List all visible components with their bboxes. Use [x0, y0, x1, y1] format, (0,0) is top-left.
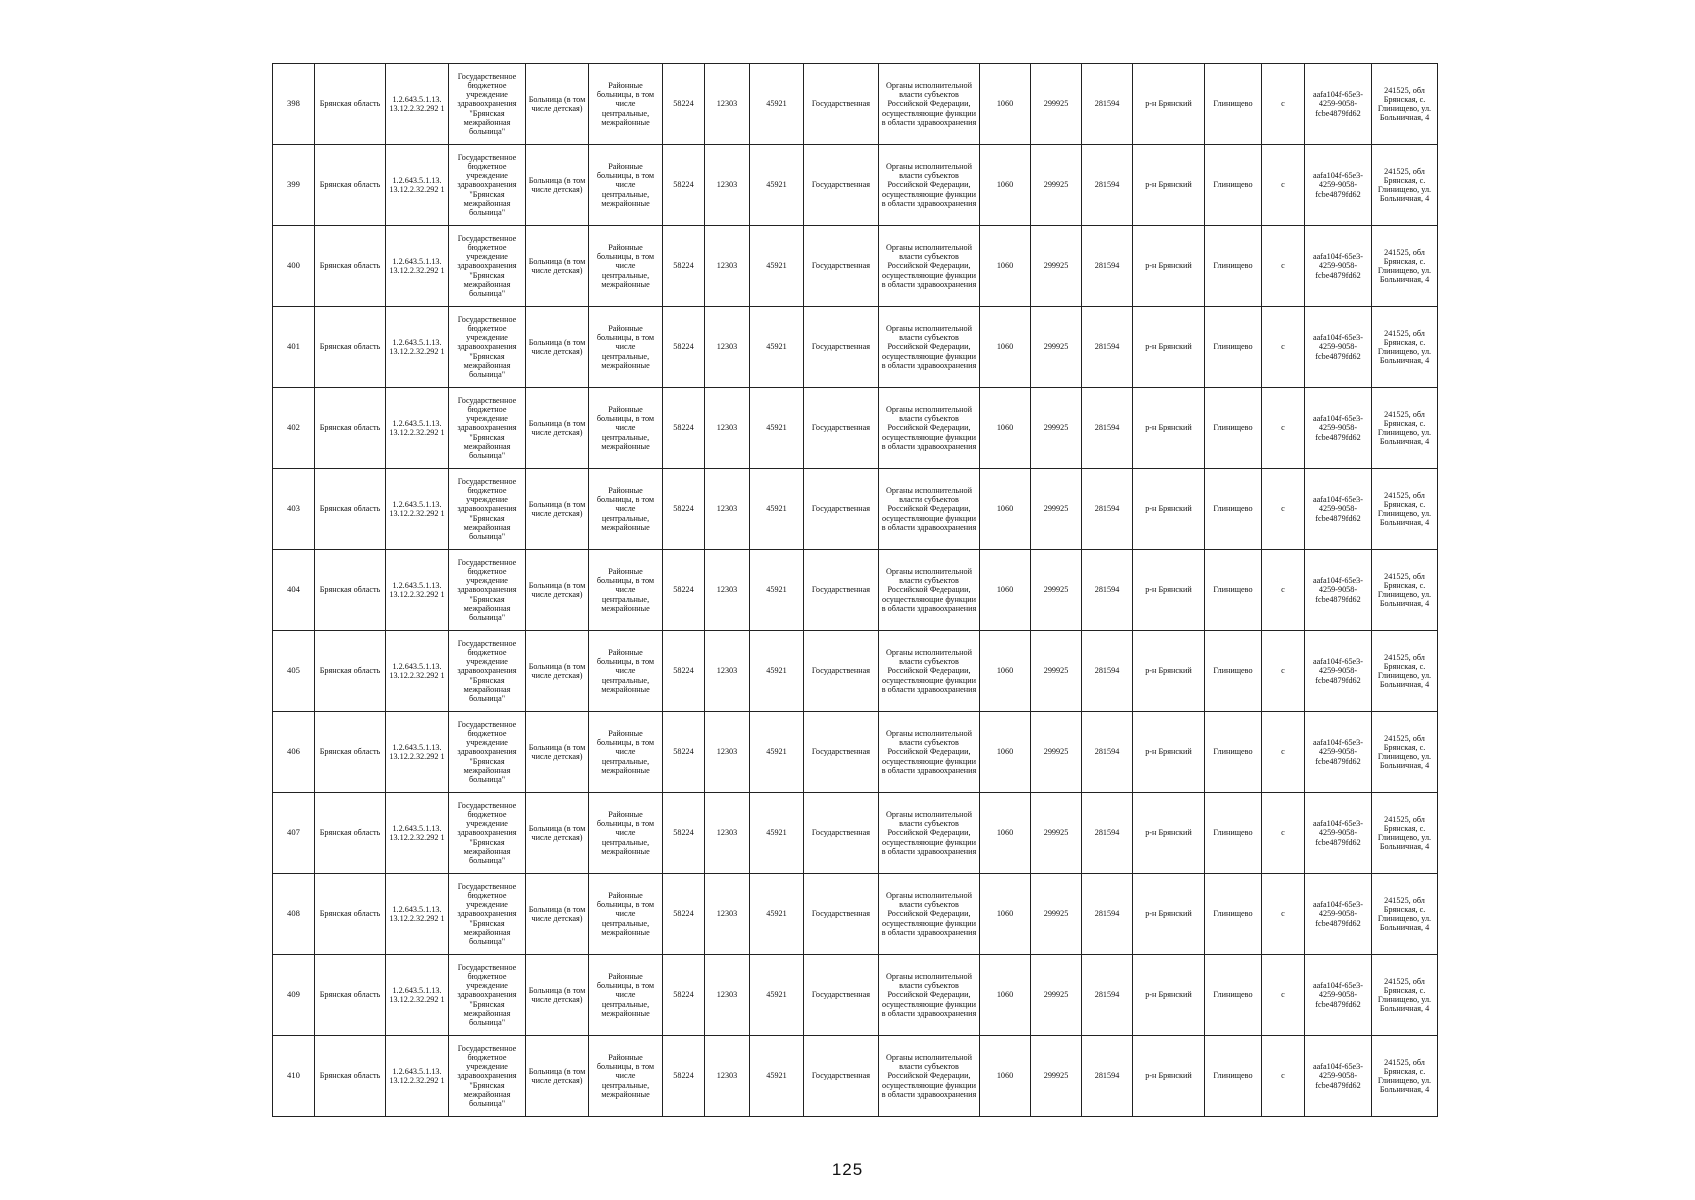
cell-guid: aafa104f-65e3-4259-9058-fcbe4879fd62: [1305, 550, 1372, 631]
cell-region: Брянская область: [315, 1036, 386, 1117]
cell-oid: 1.2.643.5.1.13. 13.12.2.32.292 1: [386, 64, 449, 145]
row-number: 401: [273, 307, 315, 388]
cell-institution-name: Государственное бюджетное учреждение здравоохранения "Брянская межрайонная больница": [449, 631, 526, 712]
cell-settlement: Глинищево: [1205, 712, 1262, 793]
cell-guid: aafa104f-65e3-4259-9058-fcbe4879fd62: [1305, 712, 1372, 793]
cell-code-d: 1060: [980, 469, 1031, 550]
cell-institution-name: Государственное бюджетное учреждение здравоохранения "Брянская межрайонная больница": [449, 874, 526, 955]
row-number: 406: [273, 712, 315, 793]
cell-ownership: Государственная: [804, 793, 879, 874]
cell-region: Брянская область: [315, 226, 386, 307]
cell-ownership: Государственная: [804, 631, 879, 712]
cell-code-e: 299925: [1031, 631, 1082, 712]
cell-district: р-н Брянский: [1133, 469, 1205, 550]
row-number: 407: [273, 793, 315, 874]
cell-ownership: Государственная: [804, 226, 879, 307]
cell-authority: Органы исполнительной власти субъектов Российской Федерации, осуществляющие функции в области здравоохранения: [879, 388, 980, 469]
cell-oid: 1.2.643.5.1.13. 13.12.2.32.292 1: [386, 955, 449, 1036]
cell-settlement-type: с: [1262, 550, 1305, 631]
cell-address: 241525, обл Брянская, с. Глинищево, ул. Больничная, 4: [1372, 226, 1438, 307]
table-row: [273, 712, 1438, 793]
cell-code-f: 281594: [1082, 712, 1133, 793]
cell-authority: Органы исполнительной власти субъектов Российской Федерации, осуществляющие функции в области здравоохранения: [879, 64, 980, 145]
cell-code-c: 45921: [750, 388, 804, 469]
cell-address: 241525, обл Брянская, с. Глинищево, ул. Больничная, 4: [1372, 388, 1438, 469]
cell-address: 241525, обл Брянская, с. Глинищево, ул. Больничная, 4: [1372, 793, 1438, 874]
row-number: 399: [273, 145, 315, 226]
cell-code-f: 281594: [1082, 388, 1133, 469]
cell-settlement-type: с: [1262, 307, 1305, 388]
table-row: [273, 388, 1438, 469]
cell-institution-name: Государственное бюджетное учреждение здравоохранения "Брянская межрайонная больница": [449, 145, 526, 226]
row-number: 410: [273, 1036, 315, 1117]
cell-settlement-type: с: [1262, 1036, 1305, 1117]
cell-code-c: 45921: [750, 469, 804, 550]
cell-code-a: 58224: [663, 64, 705, 145]
cell-district: р-н Брянский: [1133, 793, 1205, 874]
cell-code-a: 58224: [663, 1036, 705, 1117]
cell-profile: Районные больницы, в том числе центральные, межрайонные: [589, 874, 663, 955]
cell-region: Брянская область: [315, 307, 386, 388]
cell-code-f: 281594: [1082, 64, 1133, 145]
cell-code-f: 281594: [1082, 469, 1133, 550]
cell-guid: aafa104f-65e3-4259-9058-fcbe4879fd62: [1305, 64, 1372, 145]
cell-settlement-type: с: [1262, 955, 1305, 1036]
cell-guid: aafa104f-65e3-4259-9058-fcbe4879fd62: [1305, 793, 1372, 874]
cell-region: Брянская область: [315, 874, 386, 955]
row-number: 404: [273, 550, 315, 631]
cell-institution-type: Больница (в том числе детская): [526, 874, 589, 955]
row-number: 408: [273, 874, 315, 955]
cell-guid: aafa104f-65e3-4259-9058-fcbe4879fd62: [1305, 145, 1372, 226]
cell-settlement-type: с: [1262, 64, 1305, 145]
cell-code-c: 45921: [750, 64, 804, 145]
cell-ownership: Государственная: [804, 874, 879, 955]
cell-code-d: 1060: [980, 226, 1031, 307]
cell-code-f: 281594: [1082, 550, 1133, 631]
cell-institution-name: Государственное бюджетное учреждение здравоохранения "Брянская межрайонная больница": [449, 1036, 526, 1117]
cell-institution-type: Больница (в том числе детская): [526, 145, 589, 226]
cell-code-e: 299925: [1031, 145, 1082, 226]
cell-institution-name: Государственное бюджетное учреждение здравоохранения "Брянская межрайонная больница": [449, 712, 526, 793]
cell-settlement: Глинищево: [1205, 550, 1262, 631]
cell-settlement: Глинищево: [1205, 64, 1262, 145]
cell-profile: Районные больницы, в том числе центральные, межрайонные: [589, 550, 663, 631]
cell-code-e: 299925: [1031, 712, 1082, 793]
table-row: [273, 631, 1438, 712]
cell-code-e: 299925: [1031, 793, 1082, 874]
cell-district: р-н Брянский: [1133, 550, 1205, 631]
cell-address: 241525, обл Брянская, с. Глинищево, ул. Больничная, 4: [1372, 550, 1438, 631]
cell-guid: aafa104f-65e3-4259-9058-fcbe4879fd62: [1305, 955, 1372, 1036]
cell-code-b: 12303: [705, 64, 750, 145]
cell-settlement: Глинищево: [1205, 1036, 1262, 1117]
cell-code-a: 58224: [663, 955, 705, 1036]
cell-settlement-type: с: [1262, 874, 1305, 955]
cell-code-d: 1060: [980, 631, 1031, 712]
cell-settlement: Глинищево: [1205, 874, 1262, 955]
cell-authority: Органы исполнительной власти субъектов Российской Федерации, осуществляющие функции в области здравоохранения: [879, 874, 980, 955]
cell-guid: aafa104f-65e3-4259-9058-fcbe4879fd62: [1305, 226, 1372, 307]
cell-settlement: Глинищево: [1205, 631, 1262, 712]
cell-address: 241525, обл Брянская, с. Глинищево, ул. Больничная, 4: [1372, 955, 1438, 1036]
cell-district: р-н Брянский: [1133, 1036, 1205, 1117]
cell-authority: Органы исполнительной власти субъектов Российской Федерации, осуществляющие функции в области здравоохранения: [879, 307, 980, 388]
cell-oid: 1.2.643.5.1.13. 13.12.2.32.292 1: [386, 874, 449, 955]
cell-code-b: 12303: [705, 550, 750, 631]
cell-settlement-type: с: [1262, 793, 1305, 874]
cell-settlement: Глинищево: [1205, 307, 1262, 388]
cell-institution-name: Государственное бюджетное учреждение здравоохранения "Брянская межрайонная больница": [449, 469, 526, 550]
row-number: 402: [273, 388, 315, 469]
cell-institution-name: Государственное бюджетное учреждение здравоохранения "Брянская межрайонная больница": [449, 955, 526, 1036]
cell-oid: 1.2.643.5.1.13. 13.12.2.32.292 1: [386, 388, 449, 469]
cell-code-d: 1060: [980, 1036, 1031, 1117]
cell-settlement: Глинищево: [1205, 145, 1262, 226]
cell-profile: Районные больницы, в том числе центральные, межрайонные: [589, 64, 663, 145]
cell-district: р-н Брянский: [1133, 874, 1205, 955]
cell-profile: Районные больницы, в том числе центральные, межрайонные: [589, 388, 663, 469]
cell-institution-name: Государственное бюджетное учреждение здравоохранения "Брянская межрайонная больница": [449, 307, 526, 388]
cell-profile: Районные больницы, в том числе центральные, межрайонные: [589, 226, 663, 307]
cell-code-b: 12303: [705, 631, 750, 712]
cell-district: р-н Брянский: [1133, 64, 1205, 145]
cell-code-f: 281594: [1082, 793, 1133, 874]
cell-profile: Районные больницы, в том числе центральные, межрайонные: [589, 955, 663, 1036]
table-row: [273, 469, 1438, 550]
cell-code-e: 299925: [1031, 307, 1082, 388]
table-row: [273, 226, 1438, 307]
cell-region: Брянская область: [315, 550, 386, 631]
cell-code-b: 12303: [705, 226, 750, 307]
cell-code-c: 45921: [750, 955, 804, 1036]
cell-code-e: 299925: [1031, 1036, 1082, 1117]
cell-settlement-type: с: [1262, 712, 1305, 793]
cell-profile: Районные больницы, в том числе центральные, межрайонные: [589, 631, 663, 712]
cell-oid: 1.2.643.5.1.13. 13.12.2.32.292 1: [386, 1036, 449, 1117]
row-number: 403: [273, 469, 315, 550]
cell-code-a: 58224: [663, 307, 705, 388]
cell-region: Брянская область: [315, 631, 386, 712]
cell-code-b: 12303: [705, 145, 750, 226]
cell-code-c: 45921: [750, 550, 804, 631]
cell-settlement-type: с: [1262, 226, 1305, 307]
cell-code-f: 281594: [1082, 226, 1133, 307]
cell-authority: Органы исполнительной власти субъектов Российской Федерации, осуществляющие функции в области здравоохранения: [879, 226, 980, 307]
cell-code-c: 45921: [750, 874, 804, 955]
cell-code-e: 299925: [1031, 874, 1082, 955]
cell-institution-type: Больница (в том числе детская): [526, 469, 589, 550]
cell-authority: Органы исполнительной власти субъектов Российской Федерации, осуществляющие функции в области здравоохранения: [879, 1036, 980, 1117]
cell-institution-name: Государственное бюджетное учреждение здравоохранения "Брянская межрайонная больница": [449, 388, 526, 469]
cell-code-b: 12303: [705, 307, 750, 388]
cell-settlement-type: с: [1262, 469, 1305, 550]
cell-code-b: 12303: [705, 469, 750, 550]
cell-oid: 1.2.643.5.1.13. 13.12.2.32.292 1: [386, 793, 449, 874]
cell-profile: Районные больницы, в том числе центральные, межрайонные: [589, 793, 663, 874]
cell-address: 241525, обл Брянская, с. Глинищево, ул. Больничная, 4: [1372, 64, 1438, 145]
cell-code-f: 281594: [1082, 1036, 1133, 1117]
cell-settlement: Глинищево: [1205, 469, 1262, 550]
cell-code-e: 299925: [1031, 388, 1082, 469]
cell-institution-name: Государственное бюджетное учреждение здравоохранения "Брянская межрайонная больница": [449, 550, 526, 631]
cell-authority: Органы исполнительной власти субъектов Российской Федерации, осуществляющие функции в области здравоохранения: [879, 712, 980, 793]
table-row: [273, 955, 1438, 1036]
cell-code-f: 281594: [1082, 145, 1133, 226]
table-row: [273, 145, 1438, 226]
cell-guid: aafa104f-65e3-4259-9058-fcbe4879fd62: [1305, 469, 1372, 550]
cell-code-e: 299925: [1031, 64, 1082, 145]
cell-settlement: Глинищево: [1205, 388, 1262, 469]
cell-profile: Районные больницы, в том числе центральные, межрайонные: [589, 307, 663, 388]
cell-institution-type: Больница (в том числе детская): [526, 793, 589, 874]
table-row: [273, 307, 1438, 388]
cell-code-b: 12303: [705, 712, 750, 793]
cell-code-f: 281594: [1082, 955, 1133, 1036]
cell-code-e: 299925: [1031, 469, 1082, 550]
table-row: [273, 793, 1438, 874]
cell-oid: 1.2.643.5.1.13. 13.12.2.32.292 1: [386, 469, 449, 550]
cell-institution-type: Больница (в том числе детская): [526, 388, 589, 469]
cell-code-c: 45921: [750, 793, 804, 874]
cell-address: 241525, обл Брянская, с. Глинищево, ул. Больничная, 4: [1372, 712, 1438, 793]
cell-district: р-н Брянский: [1133, 226, 1205, 307]
cell-settlement: Глинищево: [1205, 955, 1262, 1036]
cell-region: Брянская область: [315, 712, 386, 793]
cell-ownership: Государственная: [804, 307, 879, 388]
cell-profile: Районные больницы, в том числе центральные, межрайонные: [589, 712, 663, 793]
cell-institution-type: Больница (в том числе детская): [526, 307, 589, 388]
cell-authority: Органы исполнительной власти субъектов Российской Федерации, осуществляющие функции в области здравоохранения: [879, 793, 980, 874]
cell-ownership: Государственная: [804, 1036, 879, 1117]
page-number: 125: [831, 1160, 864, 1179]
row-number: 409: [273, 955, 315, 1036]
cell-institution-type: Больница (в том числе детская): [526, 550, 589, 631]
cell-code-a: 58224: [663, 145, 705, 226]
cell-code-c: 45921: [750, 307, 804, 388]
cell-code-b: 12303: [705, 1036, 750, 1117]
cell-ownership: Государственная: [804, 469, 879, 550]
cell-institution-type: Больница (в том числе детская): [526, 631, 589, 712]
cell-code-d: 1060: [980, 145, 1031, 226]
cell-address: 241525, обл Брянская, с. Глинищево, ул. Больничная, 4: [1372, 307, 1438, 388]
row-number: 405: [273, 631, 315, 712]
cell-district: р-н Брянский: [1133, 631, 1205, 712]
cell-guid: aafa104f-65e3-4259-9058-fcbe4879fd62: [1305, 1036, 1372, 1117]
row-number: 398: [273, 64, 315, 145]
cell-district: р-н Брянский: [1133, 307, 1205, 388]
cell-oid: 1.2.643.5.1.13. 13.12.2.32.292 1: [386, 226, 449, 307]
cell-code-c: 45921: [750, 1036, 804, 1117]
cell-code-e: 299925: [1031, 550, 1082, 631]
cell-address: 241525, обл Брянская, с. Глинищево, ул. Больничная, 4: [1372, 631, 1438, 712]
cell-code-d: 1060: [980, 874, 1031, 955]
cell-institution-type: Больница (в том числе детская): [526, 712, 589, 793]
cell-code-b: 12303: [705, 874, 750, 955]
cell-settlement-type: с: [1262, 631, 1305, 712]
cell-region: Брянская область: [315, 793, 386, 874]
cell-code-a: 58224: [663, 793, 705, 874]
cell-code-b: 12303: [705, 388, 750, 469]
cell-address: 241525, обл Брянская, с. Глинищево, ул. Больничная, 4: [1372, 469, 1438, 550]
cell-code-d: 1060: [980, 712, 1031, 793]
cell-district: р-н Брянский: [1133, 388, 1205, 469]
cell-code-a: 58224: [663, 226, 705, 307]
table-body: [273, 64, 1438, 1117]
cell-institution-name: Государственное бюджетное учреждение здравоохранения "Брянская межрайонная больница": [449, 64, 526, 145]
cell-code-a: 58224: [663, 631, 705, 712]
cell-code-c: 45921: [750, 145, 804, 226]
cell-guid: aafa104f-65e3-4259-9058-fcbe4879fd62: [1305, 388, 1372, 469]
cell-code-f: 281594: [1082, 631, 1133, 712]
cell-code-a: 58224: [663, 469, 705, 550]
cell-code-d: 1060: [980, 955, 1031, 1036]
cell-institution-type: Больница (в том числе детская): [526, 955, 589, 1036]
cell-oid: 1.2.643.5.1.13. 13.12.2.32.292 1: [386, 145, 449, 226]
cell-code-f: 281594: [1082, 307, 1133, 388]
cell-institution-type: Больница (в том числе детская): [526, 226, 589, 307]
cell-code-c: 45921: [750, 631, 804, 712]
cell-code-e: 299925: [1031, 226, 1082, 307]
cell-ownership: Государственная: [804, 145, 879, 226]
table-row: [273, 874, 1438, 955]
cell-ownership: Государственная: [804, 388, 879, 469]
cell-district: р-н Брянский: [1133, 955, 1205, 1036]
cell-authority: Органы исполнительной власти субъектов Российской Федерации, осуществляющие функции в области здравоохранения: [879, 550, 980, 631]
cell-code-b: 12303: [705, 793, 750, 874]
cell-settlement-type: с: [1262, 145, 1305, 226]
cell-settlement: Глинищево: [1205, 793, 1262, 874]
cell-profile: Районные больницы, в том числе центральные, межрайонные: [589, 1036, 663, 1117]
cell-guid: aafa104f-65e3-4259-9058-fcbe4879fd62: [1305, 874, 1372, 955]
row-number: 400: [273, 226, 315, 307]
table-row: [273, 1036, 1438, 1117]
cell-code-d: 1060: [980, 64, 1031, 145]
cell-authority: Органы исполнительной власти субъектов Российской Федерации, осуществляющие функции в области здравоохранения: [879, 631, 980, 712]
registry-table: [272, 63, 1438, 1117]
cell-code-f: 281594: [1082, 874, 1133, 955]
cell-code-d: 1060: [980, 388, 1031, 469]
cell-ownership: Государственная: [804, 712, 879, 793]
cell-oid: 1.2.643.5.1.13. 13.12.2.32.292 1: [386, 307, 449, 388]
cell-address: 241525, обл Брянская, с. Глинищево, ул. Больничная, 4: [1372, 874, 1438, 955]
cell-region: Брянская область: [315, 145, 386, 226]
cell-guid: aafa104f-65e3-4259-9058-fcbe4879fd62: [1305, 631, 1372, 712]
cell-address: 241525, обл Брянская, с. Глинищево, ул. Больничная, 4: [1372, 1036, 1438, 1117]
cell-institution-name: Государственное бюджетное учреждение здравоохранения "Брянская межрайонная больница": [449, 226, 526, 307]
cell-oid: 1.2.643.5.1.13. 13.12.2.32.292 1: [386, 712, 449, 793]
cell-code-d: 1060: [980, 307, 1031, 388]
cell-code-a: 58224: [663, 712, 705, 793]
cell-region: Брянская область: [315, 64, 386, 145]
cell-region: Брянская область: [315, 388, 386, 469]
cell-district: р-н Брянский: [1133, 712, 1205, 793]
cell-code-b: 12303: [705, 955, 750, 1036]
cell-ownership: Государственная: [804, 955, 879, 1036]
cell-institution-type: Больница (в том числе детская): [526, 64, 589, 145]
cell-region: Брянская область: [315, 955, 386, 1036]
cell-settlement-type: с: [1262, 388, 1305, 469]
cell-profile: Районные больницы, в том числе центральные, межрайонные: [589, 469, 663, 550]
cell-code-c: 45921: [750, 226, 804, 307]
cell-guid: aafa104f-65e3-4259-9058-fcbe4879fd62: [1305, 307, 1372, 388]
cell-authority: Органы исполнительной власти субъектов Российской Федерации, осуществляющие функции в области здравоохранения: [879, 469, 980, 550]
cell-district: р-н Брянский: [1133, 145, 1205, 226]
cell-authority: Органы исполнительной власти субъектов Российской Федерации, осуществляющие функции в области здравоохранения: [879, 955, 980, 1036]
cell-institution-type: Больница (в том числе детская): [526, 1036, 589, 1117]
cell-institution-name: Государственное бюджетное учреждение здравоохранения "Брянская межрайонная больница": [449, 793, 526, 874]
cell-code-d: 1060: [980, 550, 1031, 631]
cell-code-d: 1060: [980, 793, 1031, 874]
table-row: [273, 550, 1438, 631]
cell-authority: Органы исполнительной власти субъектов Российской Федерации, осуществляющие функции в области здравоохранения: [879, 145, 980, 226]
cell-ownership: Государственная: [804, 550, 879, 631]
cell-ownership: Государственная: [804, 64, 879, 145]
cell-oid: 1.2.643.5.1.13. 13.12.2.32.292 1: [386, 631, 449, 712]
cell-region: Брянская область: [315, 469, 386, 550]
cell-oid: 1.2.643.5.1.13. 13.12.2.32.292 1: [386, 550, 449, 631]
table-row: [273, 64, 1438, 145]
cell-address: 241525, обл Брянская, с. Глинищево, ул. Больничная, 4: [1372, 145, 1438, 226]
cell-code-a: 58224: [663, 550, 705, 631]
cell-profile: Районные больницы, в том числе центральные, межрайонные: [589, 145, 663, 226]
cell-code-e: 299925: [1031, 955, 1082, 1036]
cell-code-a: 58224: [663, 388, 705, 469]
cell-code-c: 45921: [750, 712, 804, 793]
cell-settlement: Глинищево: [1205, 226, 1262, 307]
cell-code-a: 58224: [663, 874, 705, 955]
